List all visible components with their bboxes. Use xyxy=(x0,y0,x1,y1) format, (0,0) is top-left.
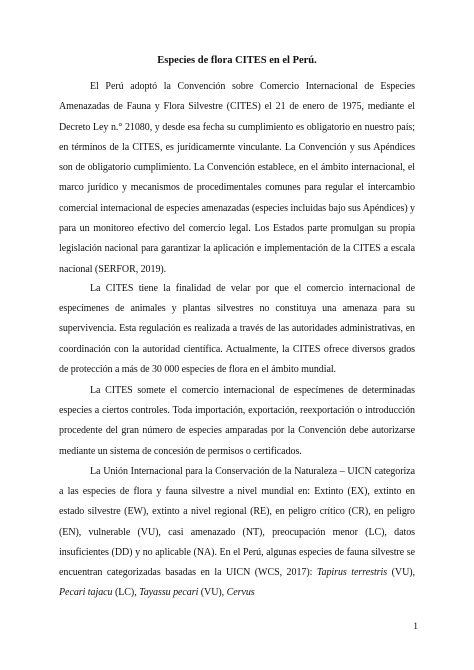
species-name-pecari-tajacu: Pecari tajacu xyxy=(59,587,113,599)
page-number: 1 xyxy=(413,622,418,632)
paragraph-cites-adoption: El Perú adoptó la Convención sobre Comercio Internacional de Especies Amenazadas de Fauna y Flora Silvestre (CITES) el 21 de enero de 1975, mediante el Decreto Ley n.° 21080, y desde esa fecha su cumplimiento es obligatorio en nuestro país; en términos de la CITES, es jurídicamernte vinculante. La Convención y sus Apéndices son de obligatorio cumplimiento. La Convención establece, en el ámbito internacional, el marco jurídico y mecanismos de procedimentales comunes para regular el intercambio comercial internacional de especies amenazadas (especies incluidas bajo sus Apéndices) y para un monitoreo efectivo del comercio legal. Los Estados parte promulgan su propia legislación nacional para garantizar la aplicación e implementación de la CITES a escala nacional (SERFOR, 2019). xyxy=(59,81,416,275)
species-name-tapirus: Tapirus terrestris xyxy=(316,567,388,579)
species-name-cervus: Cervus xyxy=(226,587,255,599)
species-category-tayassu: (VU), xyxy=(198,587,227,599)
species-name-tayassu: Tayassu pecari xyxy=(139,587,199,599)
species-category-pecari-tajacu: (LC), xyxy=(112,587,140,599)
uicn-intro-text: La Unión Internacional para la Conservación de la Naturaleza – UICN categoriza a las especies de flora y fauna silvestre a nivel mundial en: Extinto (EX), extinto en estado silvestre (EW), extinto a nivel regional (RE), en peligro crítico (CR), en peligro (EN), vulnerable (VU), casi amenazado (NT), preocupación menor (LC), datos insuficientes (DD) y no aplicable (NA). En el Perú, algunas especies de fauna silvestre se encuentran categorizadas basadas en la UICN (WCS, 2017): xyxy=(59,466,415,579)
document-title: Especies de flora CITES en el Perú. xyxy=(157,55,317,66)
paragraph-cites-purpose: La CITES tiene la finalidad de velar por que el comercio internacional de especímenes de animales y plantas silvestres no constituya una amenaza para su supervivencia. Esta regulación es realizada a través de las autoridades administrativas, en coordinación con la autoridad científica. Actualmente, la CITES ofrece diversos grados de protección a más de 30 000 especies de flora en el ámbito mundial. xyxy=(59,283,415,375)
species-category-tapirus: (VU), xyxy=(387,567,415,579)
paragraph-cites-controls: La CITES somete el comercio internacional de especímenes de determinadas especies a ciertos controles. Toda importación, exportación, reexportación o introducción procedente del gran número de especies amparadas por la Convención debe autorizarse mediante un sistema de concesión de permisos o certificados. xyxy=(59,385,415,457)
paragraph-uicn-categories xyxy=(59,462,415,603)
